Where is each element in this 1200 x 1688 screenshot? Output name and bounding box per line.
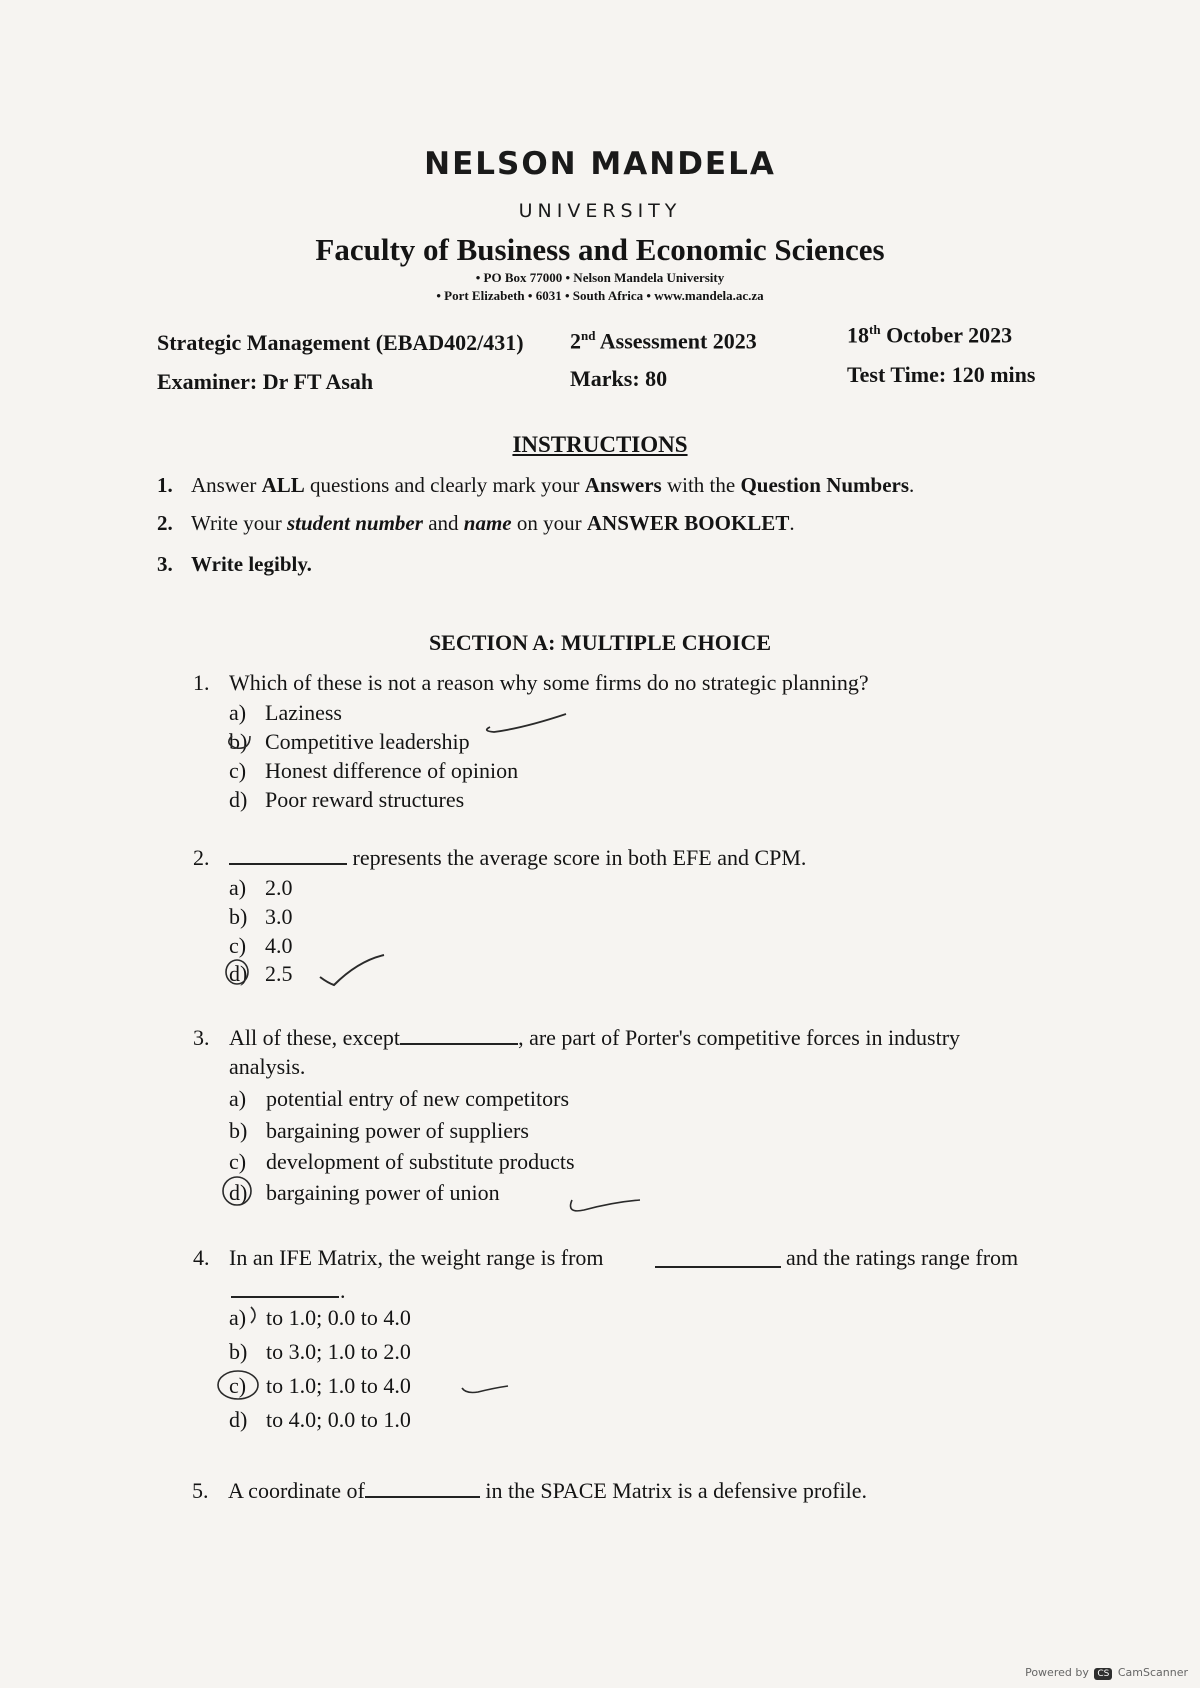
option: d) 2.5 <box>229 961 293 986</box>
option: a) potential entry of new competitors <box>229 1086 570 1111</box>
option: b) to 3.0; 1.0 to 2.0 <box>229 1339 411 1364</box>
marks: Marks: 80 <box>570 366 668 391</box>
option: a) to 1.0; 0.0 to 4.0 <box>229 1305 411 1330</box>
tick-mark <box>487 714 566 732</box>
address-line-1: • PO Box 77000 • Nelson Mandela University <box>475 270 725 285</box>
option: d) to 4.0; 0.0 to 1.0 <box>229 1407 411 1432</box>
option: a) 2.0 <box>229 875 293 900</box>
address-line-2: • Port Elizabeth • 6031 • South Africa • www.mandela.ac.za <box>436 288 764 303</box>
option: c) 4.0 <box>229 933 293 958</box>
instructions-title: INSTRUCTIONS <box>512 432 688 457</box>
question-4: 4. In an IFE Matrix, the weight range is from <box>193 1245 604 1270</box>
camscanner-logo-icon: CS <box>1094 1668 1112 1680</box>
option: c) Honest difference of opinion <box>229 758 519 783</box>
exam-date: 18th October 2023 <box>847 322 1013 348</box>
tick-mark <box>462 1386 508 1393</box>
option: b) bargaining power of suppliers <box>229 1118 529 1143</box>
university-logo-name: NELSON MANDELA <box>424 146 776 182</box>
camscanner-watermark: Powered by CS CamScanner <box>1025 1666 1188 1679</box>
question-2: 2. represents the average score in both EFE and CPM. <box>193 845 807 870</box>
option: b) 3.0 <box>229 904 293 929</box>
question-5: 5. A coordinate of in the SPACE Matrix is a defensive profile. <box>192 1478 868 1503</box>
tick-mark <box>320 955 384 985</box>
question-3-line-2: analysis. <box>229 1054 306 1079</box>
test-time: Test Time: 120 mins <box>847 362 1036 387</box>
answer-blank <box>655 1266 781 1268</box>
instruction-item: 1. Answer ALL questions and clearly mark your Answers with the Question Numbers. <box>157 473 915 497</box>
option: c) development of substitute products <box>229 1149 575 1174</box>
question-1: 1. Which of these is not a reason why some firms do no strategic planning? <box>193 670 869 695</box>
option: c) to 1.0; 1.0 to 4.0 <box>229 1373 411 1398</box>
section-a-title: SECTION A: MULTIPLE CHOICE <box>428 630 772 655</box>
university-logo-subtitle: UNIVERSITY <box>518 200 682 222</box>
option: b) Competitive leadership <box>229 729 470 754</box>
assessment-label: 2nd Assessment 2023 <box>570 328 757 354</box>
question-4-line-2: . <box>340 1278 346 1303</box>
instruction-item: 2. Write your student number and name on your ANSWER BOOKLET. <box>157 511 795 535</box>
answer-blank <box>231 1296 339 1298</box>
option: d) Poor reward structures <box>229 787 465 812</box>
question-4-continuation: and the ratings range from <box>786 1245 1019 1270</box>
faculty-title: Faculty of Business and Economic Sciences <box>315 232 885 267</box>
tick-mark <box>571 1200 641 1211</box>
question-3: 3. All of these, except , are part of Porter's competitive forces in industry <box>193 1025 961 1050</box>
instruction-item: 3. Write legibly. <box>157 552 312 576</box>
course-title: Strategic Management (EBAD402/431) <box>157 330 524 355</box>
examiner: Examiner: Dr FT Asah <box>157 369 374 394</box>
option: d) bargaining power of union <box>229 1180 500 1205</box>
option: a) Laziness <box>229 700 342 725</box>
